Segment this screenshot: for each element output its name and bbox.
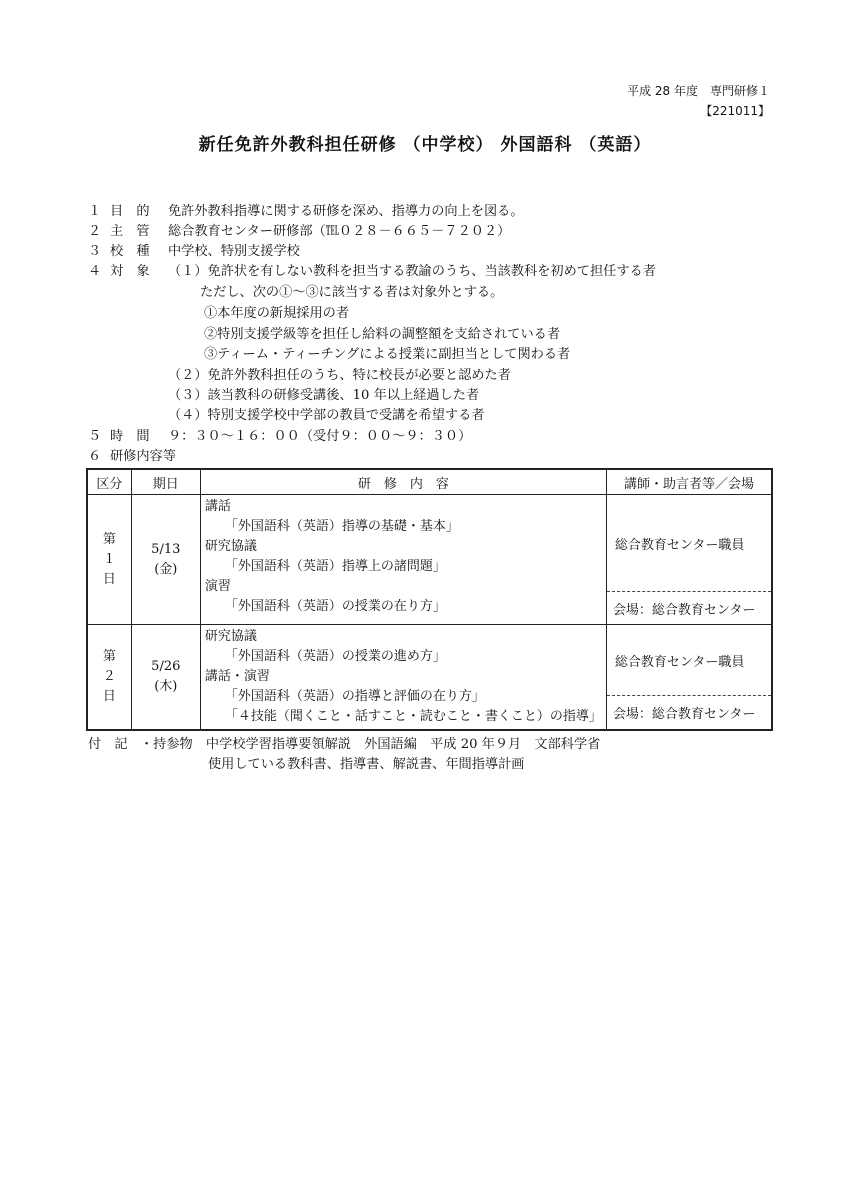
schedule-table [86,468,773,731]
item-target: ４ 対 象 （１）免許状を有しない教科を担当する教諭のうち、当該教科を初めて担任する者 [88,264,656,279]
course-code: 【221011】 [700,104,770,118]
content-cell: 研究協議 「外国語科（英語）の授業の進め方」 講話・演習 「外国語科（英語）の指導と評価の在り方」 「４技能（聞くこと・話すこと・読むこと・書くこと）の指導」 [200,625,606,731]
lecturer-name: 総合教育センター職員 [614,537,745,553]
notes-line-1: 付 記 ・持参物 中学校学習指導要領解説 外国語編 平成 20 年９月 文部科学省 [88,737,601,752]
table-row [87,495,772,625]
target-exclusion-note: ただし、次の①～③に該当する者は対象外とする。 [200,285,504,300]
header-lecturer: 講師・助言者等／会場 [606,469,772,495]
venue-text: 会場：総合教育センター [607,591,771,624]
header-content: 研 修 内 容 [200,469,606,495]
table-header-row [87,469,772,495]
content-cell: 講話 「外国語科（英語）指導の基礎・基本」 研究協議 「外国語科（英語）指導上の諸問題」 演習 「外国語科（英語）の授業の在り方」 [200,495,606,625]
header-date: 期日 [131,469,200,495]
table-row [87,625,772,731]
day-label: 第 １ 日 [87,495,131,625]
item-school-type: ３ 校 種 中学校、特別支援学校 [88,244,300,259]
lecturer-cell [606,625,772,731]
target-exclusion-1: ①本年度の新規採用の者 [204,306,350,321]
page-title: 新任免許外教科担任研修 （中学校） 外国語科 （英語） [198,135,652,155]
date-cell: 5/26 (木) [131,625,200,731]
item-time: ５ 時 間 ９：３０～１６：００（受付９：００～９：３０） [88,429,472,444]
lecturer-cell [606,495,772,625]
venue-text: 会場：総合教育センター [607,695,771,728]
target-2: （２）免許外教科担任のうち、特に校長が必要と認めた者 [168,368,511,383]
target-exclusion-2: ②特別支援学級等を担任し給料の調整額を支給されている者 [204,327,561,342]
target-3: （３）該当教科の研修受講後、10 年以上経過した者 [168,388,480,403]
course-number: 平成 28 年度 専門研修１ [627,84,770,98]
target-exclusion-3: ③ティーム・ティーチングによる授業に副担当として関わる者 [204,347,571,362]
item-purpose: １ 目 的 免許外教科指導に関する研修を深め、指導力の向上を図る。 [88,204,524,219]
day-label: 第 ２ 日 [87,625,131,731]
date-cell: 5/13 (金) [131,495,200,625]
target-4: （４）特別支援学校中学部の教員で受講を希望する者 [168,408,485,423]
header-kubun: 区分 [87,469,131,495]
item-organizer: ２ 主 管 総合教育センター研修部（℡０２８－６６５－７２０２） [88,224,511,239]
item-content-heading: ６ 研修内容等 [88,449,176,464]
lecturer-name: 総合教育センター職員 [614,654,745,670]
notes-line-2: 使用している教科書、指導書、解説書、年間指導計画 [208,757,525,772]
